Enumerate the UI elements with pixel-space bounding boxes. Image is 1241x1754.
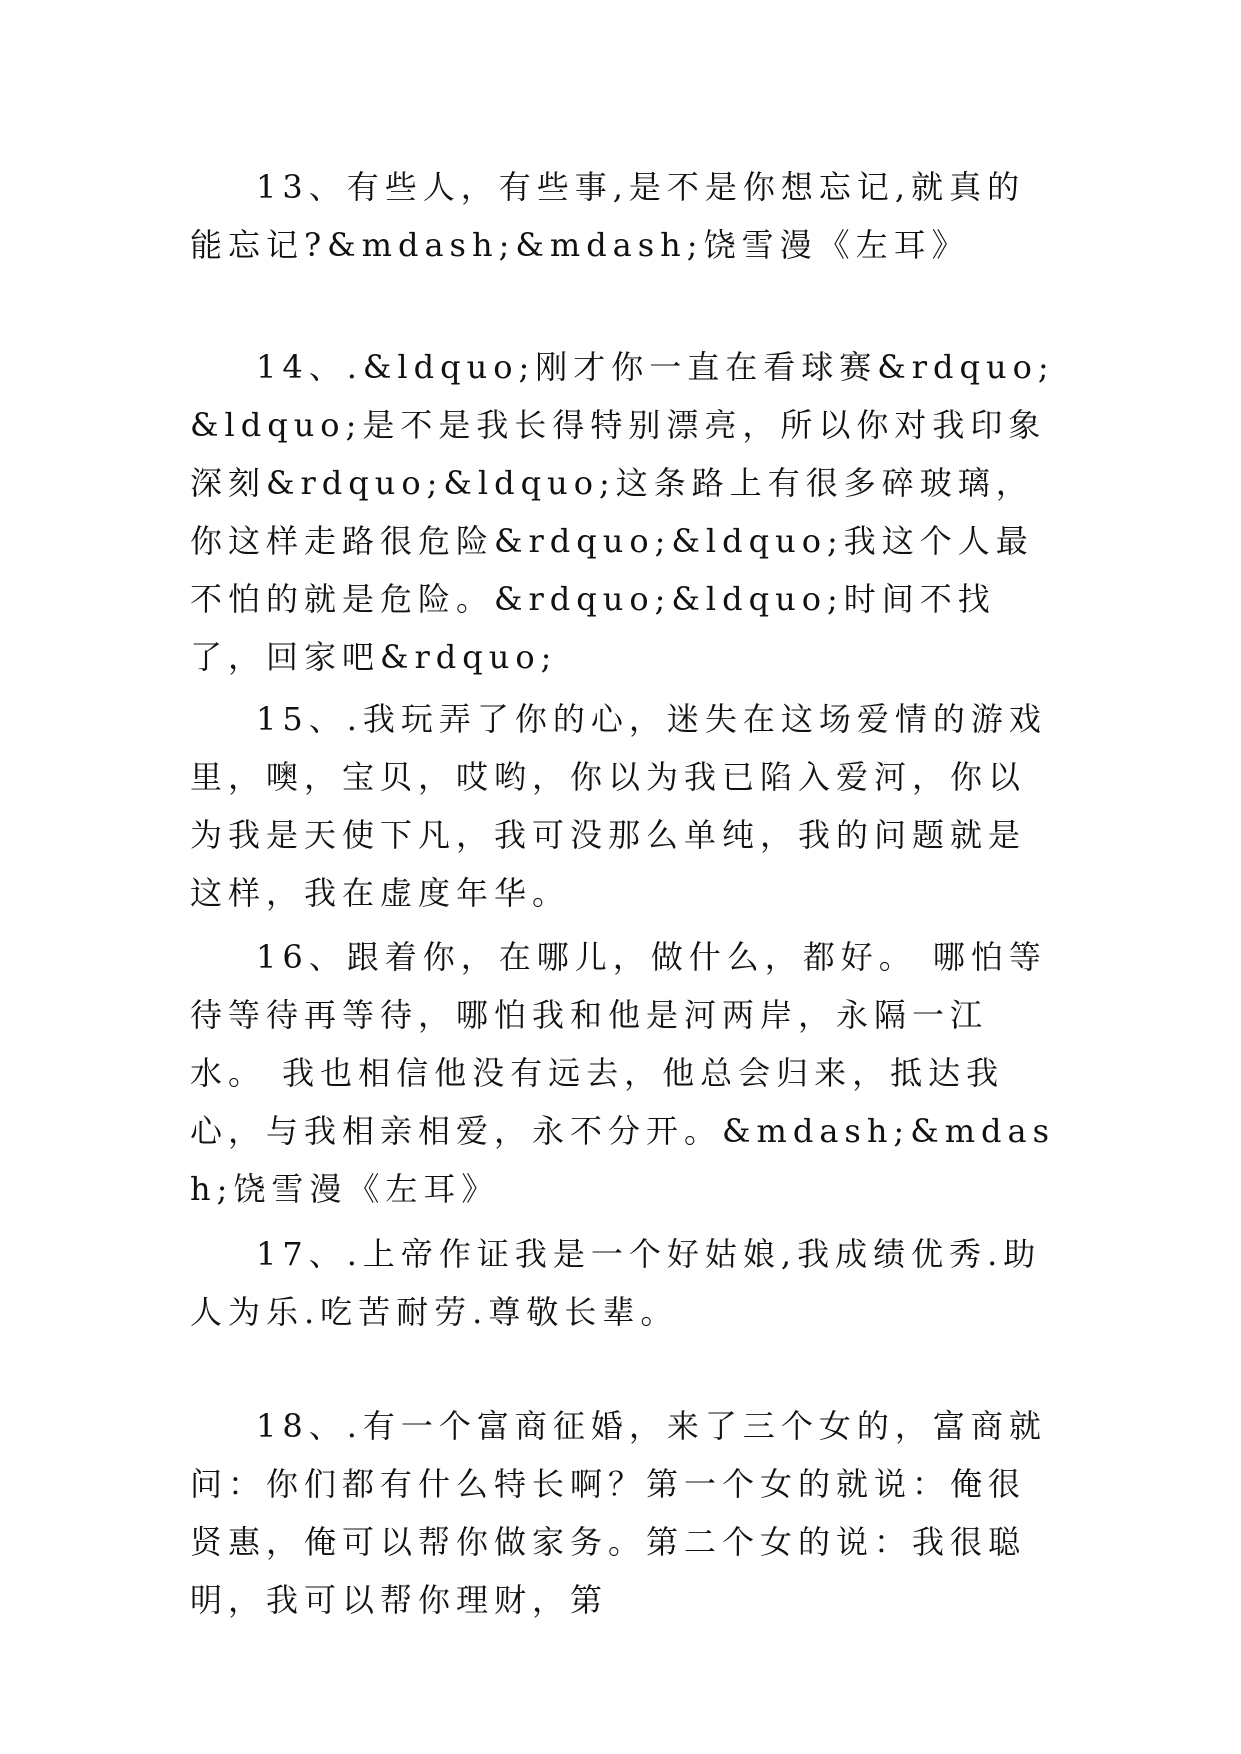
paragraph-13: 13、有些人，有些事,是不是你想忘记,就真的能忘记?&mdash;&mdash;饶雪漫《左耳》 [190, 168, 1026, 264]
paragraph-17: 17、.上帝作证我是一个好姑娘,我成绩优秀.助人为乐.吃苦耐劳.尊敬长辈。 [190, 1235, 1042, 1331]
paragraph-16: 16、跟着你，在哪儿，做什么，都好。 哪怕等待等待再等待，哪怕我和他是河两岸，永隔一江水。 我也相信他没有远去，他总会归来，抵达我心，与我相亲相爱，永不分开。&mdash;&mdash;饶雪漫《左耳》 [190, 938, 1056, 1208]
paragraph-14: 14、.&ldquo;刚才你一直在看球赛&rdquo;&ldquo;是不是我长得特别漂亮，所以你对我印象深刻&rdquo;&ldquo;这条路上有很多碎玻璃，你这样走路很危险&rdquo;&ldquo;我这个人最不怕的就是危险。&rdquo;&ldquo;时间不找了，回家吧&rdquo; [190, 348, 1055, 676]
paragraph-15: 15、.我玩弄了你的心，迷失在这场爱情的游戏里，噢，宝贝，哎哟，你以为我已陷入爱河，你以为我是天使下凡，我可没那么单纯，我的问题就是这样，我在虚度年华。 [190, 700, 1047, 912]
paragraph-18: 18、.有一个富商征婚，来了三个女的，富商就问：你们都有什么特长啊？第一个女的就说：俺很贤惠，俺可以帮你做家务。第二个女的说：我很聪明，我可以帮你理财，第 [190, 1407, 1047, 1619]
